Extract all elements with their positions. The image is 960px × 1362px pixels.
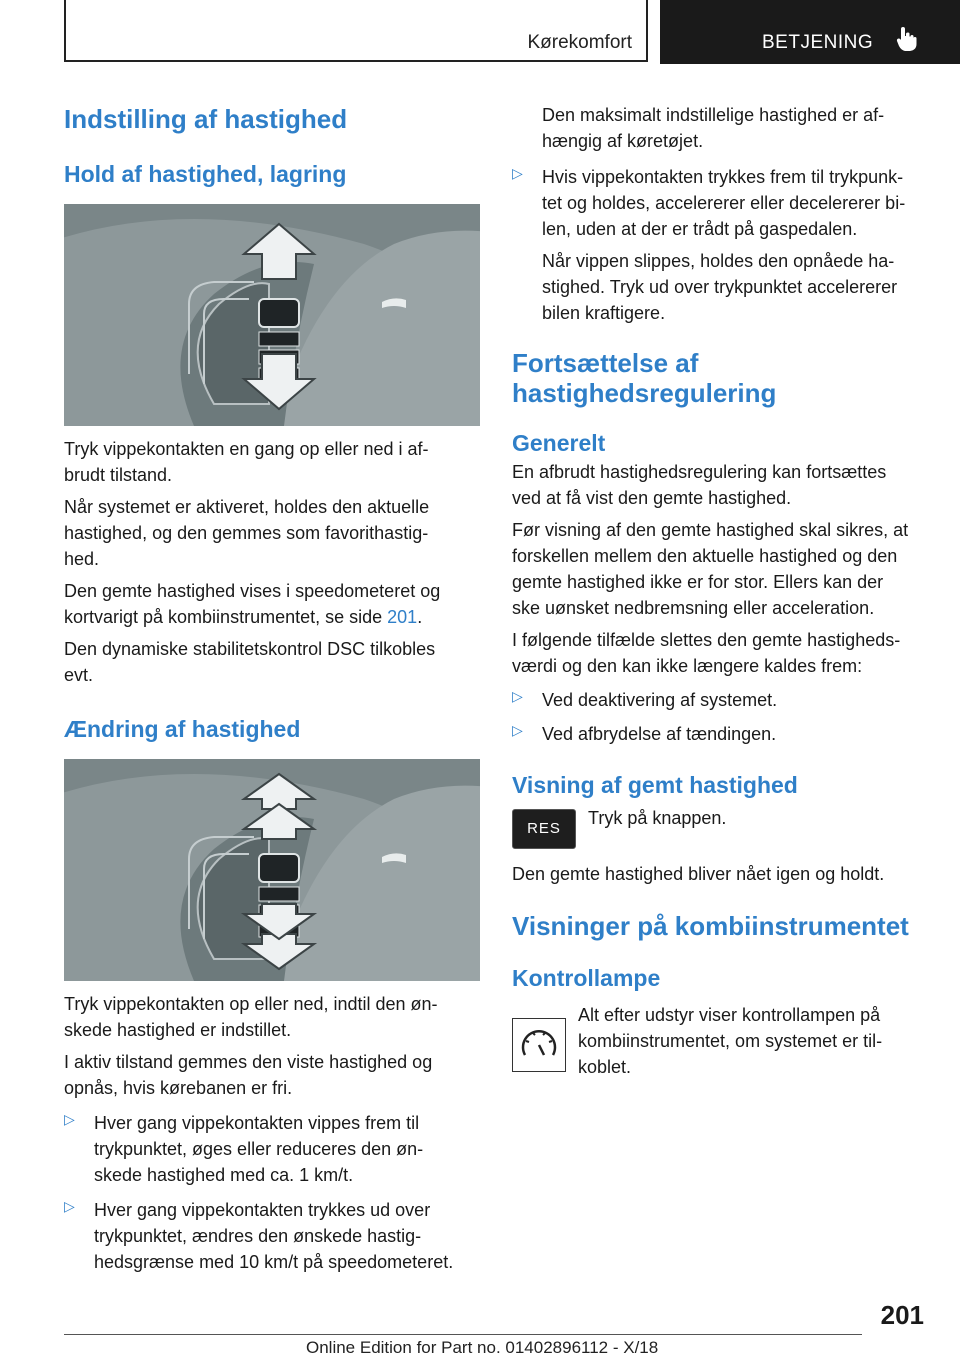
subheading-hold-speed: Hold af hastighed, lagring: [64, 161, 347, 187]
paragraph: Når systemet er aktiveret, holdes den aktuelle hastighed, og den gemmes som favorithastig- hed.: [64, 497, 430, 569]
bullet-triangle-icon: ▷: [64, 1111, 75, 1127]
paragraph: Tryk vippekontakten en gang op eller ned i af- brudt tilstand.: [64, 439, 429, 485]
lamp-row: [512, 1006, 932, 1086]
lamp-description: Alt efter udstyr viser kontrollampen på kombiinstrumentet, om systemet er til- koblet.: [578, 1005, 883, 1077]
section-title: Kørekomfort: [527, 32, 632, 53]
steering-wheel-figure-1: [64, 204, 480, 426]
subheading-show-saved-speed: Visning af gemt hastighed: [512, 772, 798, 798]
footer-edition: Online Edition for Part no. 01402896112 - X/18: [306, 1338, 659, 1357]
subheading-indicator-lamp: Kontrollampe: [512, 965, 661, 991]
subheading-general: Generelt: [512, 430, 606, 456]
paragraph: Den gemte hastighed vises i speedometeret og kortvarigt på kombiinstrumentet, se side 201.: [64, 581, 441, 627]
list-item: ▷ Ved deaktivering af systemet.: [512, 688, 778, 710]
speedometer-lamp-icon: [512, 1018, 566, 1072]
chapter-title: BETJENING: [762, 32, 874, 53]
bullet-triangle-icon: ▷: [64, 1198, 75, 1214]
section-heading: Visninger på kombiinstrumentet: [512, 911, 909, 941]
paragraph: Tryk vippekontakten op eller ned, indtil den øn- skede hastighed er indstillet.: [64, 994, 438, 1040]
section-heading: Indstilling af hastighed: [64, 104, 348, 134]
list-item: ▷ Hvis vippekontakten trykkes frem til trykpunk- tet og holdes, accelererer eller decelererer bi- len, uden at der er trådt på gaspedalen.: [512, 165, 906, 239]
paragraph: En afbrudt hastighedsregulering kan fortsættes ved at få vist den gemte hastighed.: [512, 462, 887, 508]
subheading-change-speed: Ændring af hastighed: [64, 716, 301, 742]
section-heading: Fortsættelse af hastighedsregulering: [512, 348, 777, 408]
paragraph: Før visning af den gemte hastighed skal sikres, at forskellen mellem den aktuelle hastighed og den gemte hastighed ikke er for stor. Ellers kan der ske uønsket nedbremsning eller acceleration.: [512, 520, 909, 618]
bullet-triangle-icon: ▷: [512, 165, 523, 181]
paragraph: I aktiv tilstand gemmes den viste hastighed og opnås, hvis kørebanen er fri.: [64, 1052, 433, 1098]
hand-pointer-icon: [896, 26, 918, 52]
page-link[interactable]: 201: [387, 607, 418, 627]
right-column: [512, 100, 932, 1086]
paragraph: I følgende tilfælde slettes den gemte hastigheds- værdi og den kan ikke længere kaldes frem:: [512, 630, 901, 676]
list-item-continuation: Når vippen slippes, holdes den opnåede ha- stighed. Tryk ud over trykpunktet accelererer bilen kraftigere.: [542, 251, 898, 323]
res-row: [512, 809, 932, 849]
list-item: ▷ Hver gang vippekontakten vippes frem til trykpunktet, øges eller reduceres den øn- skede hastighed med ca. 1 km/t.: [64, 1111, 424, 1185]
left-column: [64, 100, 482, 1275]
bullet-triangle-icon: ▷: [512, 722, 523, 738]
paragraph: Den gemte hastighed bliver nået igen og holdt.: [512, 864, 885, 884]
bullet-triangle-icon: ▷: [512, 688, 523, 704]
paragraph: Den dynamiske stabilitetskontrol DSC tilkobles evt.: [64, 639, 436, 685]
header-chapter-box: [660, 0, 960, 64]
header-section-box: [64, 0, 648, 62]
res-instruction: Tryk på knappen.: [588, 808, 727, 828]
list-item-continuation: Den maksimalt indstillelige hastighed er af- hængig af køretøjet.: [542, 105, 885, 151]
steering-wheel-figure-2: [64, 759, 480, 981]
page-number: 201: [880, 1300, 924, 1330]
footer-divider: [64, 1334, 862, 1335]
list-item: ▷ Hver gang vippekontakten trykkes ud over trykpunktet, ændres den ønskede hastig- hedsgrænse med 10 km/t på speedometeret.: [64, 1198, 454, 1272]
list-item: ▷ Ved afbrydelse af tændingen.: [512, 722, 777, 744]
res-button[interactable]: RES: [512, 809, 576, 849]
